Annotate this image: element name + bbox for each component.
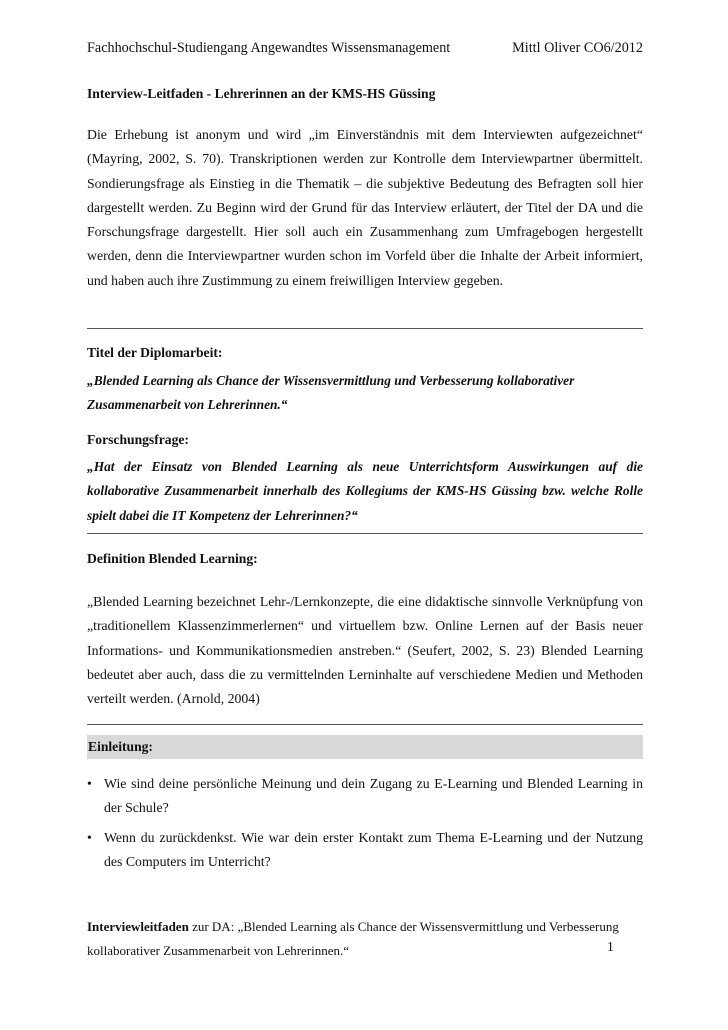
footer-line1 bbox=[87, 915, 643, 939]
list-item bbox=[87, 772, 643, 821]
thesis-title bbox=[87, 369, 643, 418]
question-text: Wie sind deine persönliche Meinung und dein Zugang zu E-Learning und Blended Learning in der Schule? bbox=[104, 776, 643, 816]
research-question: „Hat der Einsatz von Blended Learning als neue Unterrichtsform Auswirkungen auf die kollaborative Zusammenarbeit innerhalb des Kollegiums der KMS-HS Güssing bzw. welche Rolle spielt dabei die IT Kompetenz der Lehrerinnen?“ bbox=[87, 459, 643, 523]
section-einleitung-header bbox=[87, 735, 643, 759]
page-footer bbox=[87, 915, 643, 964]
footer-line1-rest: zur DA: „Blended Learning als Chance der Wissensvermittlung und Verbesserung bbox=[188, 919, 619, 934]
document-subtitle: Interview-Leitfaden - Lehrerinnen an der KMS-HS Güssing bbox=[87, 86, 436, 101]
research-label: Forschungsfrage: bbox=[87, 432, 189, 447]
thesis-label: Titel der Diplomarbeit: bbox=[87, 345, 223, 360]
question-text: Wenn du zurückdenkst. Wie war dein erster Kontakt zum Thema E-Learning und der Nutzung des Computers im Unterricht? bbox=[104, 829, 643, 869]
bullet-icon: • bbox=[87, 829, 92, 845]
divider-2 bbox=[87, 533, 643, 534]
thesis-title-line2: Zusammenarbeit von Lehrerinnen.“ bbox=[87, 397, 288, 413]
bullet-icon: • bbox=[87, 776, 92, 791]
page-header bbox=[87, 40, 643, 57]
footer-line2: kollaborativer Zusammenarbeit von Lehrerinnen.“ bbox=[87, 943, 350, 959]
header-right: Mittl Oliver CO6/2012 bbox=[512, 40, 643, 56]
divider-1 bbox=[87, 328, 643, 329]
definition-label: Definition Blended Learning: bbox=[87, 551, 258, 566]
page-number: 1 bbox=[607, 939, 614, 954]
list-item bbox=[87, 826, 643, 875]
intro-paragraph: Die Erhebung ist anonym und wird „im Einverständnis mit dem Interviewten aufgezeichnet“ (Mayring, 2002, S. 70). Transkriptionen werden zur Kontrolle dem Interviewpartner übermittelt. Sondierungsfrage als Einstieg in die Thematik – die subjektive Bedeutung des Befragten soll hier dargestellt werden. Zu Beginn wird der Grund für das Interview erläutert, der Titel der DA und die Forschungsfrage dargestellt. Hier soll auch ein Zusammenhang zum Umfragebogen hergestellt werden, denn die Interviewpartner wurden schon im Vorfeld über die Inhalte der Arbeit informiert, und haben auch ihre Zustimmung zu einem freiwilligen Interview gegeben. bbox=[87, 127, 643, 288]
einleitung-question-list bbox=[87, 772, 643, 879]
header-left: Fachhochschul-Studiengang Angewandtes Wissensmanagement bbox=[87, 40, 451, 56]
footer-bold-label: Interviewleitfaden bbox=[87, 919, 189, 934]
thesis-title-line1: „Blended Learning als Chance der Wissensvermittlung und Verbesserung kollaborativer bbox=[87, 373, 575, 388]
divider-3 bbox=[87, 724, 643, 725]
einleitung-label: Einleitung: bbox=[88, 739, 153, 754]
definition-paragraph: „Blended Learning bezeichnet Lehr-/Lernkonzepte, die eine didaktische sinnvolle Verknüpfung von „traditionellem Klassenzimmerlernen“ und virtuellem bzw. Online Lernen auf der Basis neuer Informations- und Kommunikationsmedien anstreben.“ (Seufert, 2002, S. 23) Blended Learning bedeutet aber auch, dass die zu vermittelnden Lerninhalte auf verschiedene Medien und Methoden verteilt werden. (Arnold, 2004) bbox=[87, 594, 643, 707]
